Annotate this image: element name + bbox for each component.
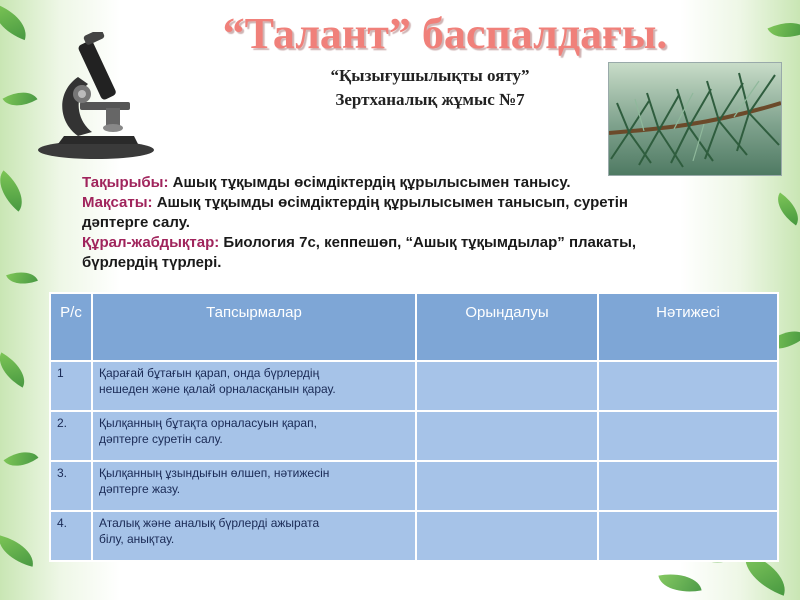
pine-branch-image	[608, 62, 782, 176]
row-done-cell[interactable]	[416, 411, 598, 461]
leaf-decoration	[4, 443, 39, 475]
row-num: 2.	[50, 411, 92, 461]
task-line: Қылқанның ұзындығын өлшеп, нәтижесін	[99, 466, 330, 480]
header-result: Нәтижесі	[598, 293, 778, 361]
row-task	[92, 361, 416, 411]
subtitle-line1: “Қызығушылықты ояту”	[330, 66, 530, 85]
leaf-decoration	[0, 535, 38, 567]
task-line: Қарағай бұтағын қарап, онда бүрлердің	[99, 366, 320, 380]
equip-text-2: бүрлердің түрлері.	[82, 254, 222, 271]
leaf-decoration	[658, 569, 701, 598]
row-done-cell[interactable]	[416, 511, 598, 561]
task-line: Қылқанның бұтақта орналасуын қарап,	[99, 416, 317, 430]
table-row	[50, 411, 778, 461]
row-done-cell[interactable]	[416, 361, 598, 411]
tasks-table	[49, 292, 779, 562]
row-task	[92, 461, 416, 511]
header-num: Р/с	[50, 293, 92, 361]
equip-label: Құрал-жабдықтар:	[82, 234, 220, 251]
row-num: 4.	[50, 511, 92, 561]
header-done: Орындалуы	[416, 293, 598, 361]
topic-text: Ашық тұқымды өсімдіктердің құрылысымен танысу.	[168, 174, 571, 191]
header-tasks: Тапсырмалар	[92, 293, 416, 361]
equip-row-2	[82, 253, 782, 273]
row-result-cell[interactable]	[598, 411, 778, 461]
row-num: 1	[50, 361, 92, 411]
table-row	[50, 361, 778, 411]
task-line: дәптерге жазу.	[99, 482, 181, 496]
row-result-cell[interactable]	[598, 361, 778, 411]
info-block	[82, 173, 782, 273]
leaf-decoration	[0, 170, 33, 211]
subtitle-line2: Зертханалық жұмыс №7	[335, 90, 525, 109]
equip-row	[82, 233, 782, 253]
task-line: дәптерге суретін салу.	[99, 432, 223, 446]
microscope-image	[18, 32, 166, 162]
goal-label: Мақсаты:	[82, 194, 153, 211]
goal-text: Ашық тұқымды өсімдіктердің құрылысымен танысып, суретін	[152, 194, 628, 211]
row-task	[92, 511, 416, 561]
page-title: “Талант” баспалдағы.	[222, 9, 668, 58]
topic-row	[82, 173, 782, 193]
topic-label: Тақырыбы:	[82, 174, 169, 191]
goal-text-2: дәптерге салу.	[82, 214, 190, 231]
equip-text: Биология 7с, кеппешөп, “Ашық тұқымдылар” плакаты,	[219, 234, 637, 251]
leaf-decoration	[0, 352, 33, 387]
leaf-decoration	[6, 266, 38, 291]
row-done-cell[interactable]	[416, 461, 598, 511]
table-row	[50, 511, 778, 561]
task-line: Аталық және аналық бүрлерді ажырата	[99, 516, 320, 530]
goal-row	[82, 193, 782, 213]
row-result-cell[interactable]	[598, 511, 778, 561]
row-num: 3.	[50, 461, 92, 511]
table-row	[50, 461, 778, 511]
leaf-decoration	[767, 13, 800, 46]
task-line: нешеден және қалай орналасқанын қарау.	[99, 382, 336, 396]
row-result-cell[interactable]	[598, 461, 778, 511]
row-task	[92, 411, 416, 461]
table-header-row	[50, 293, 778, 361]
goal-row-2	[82, 213, 782, 233]
task-line: білу, анықтау.	[99, 532, 175, 546]
